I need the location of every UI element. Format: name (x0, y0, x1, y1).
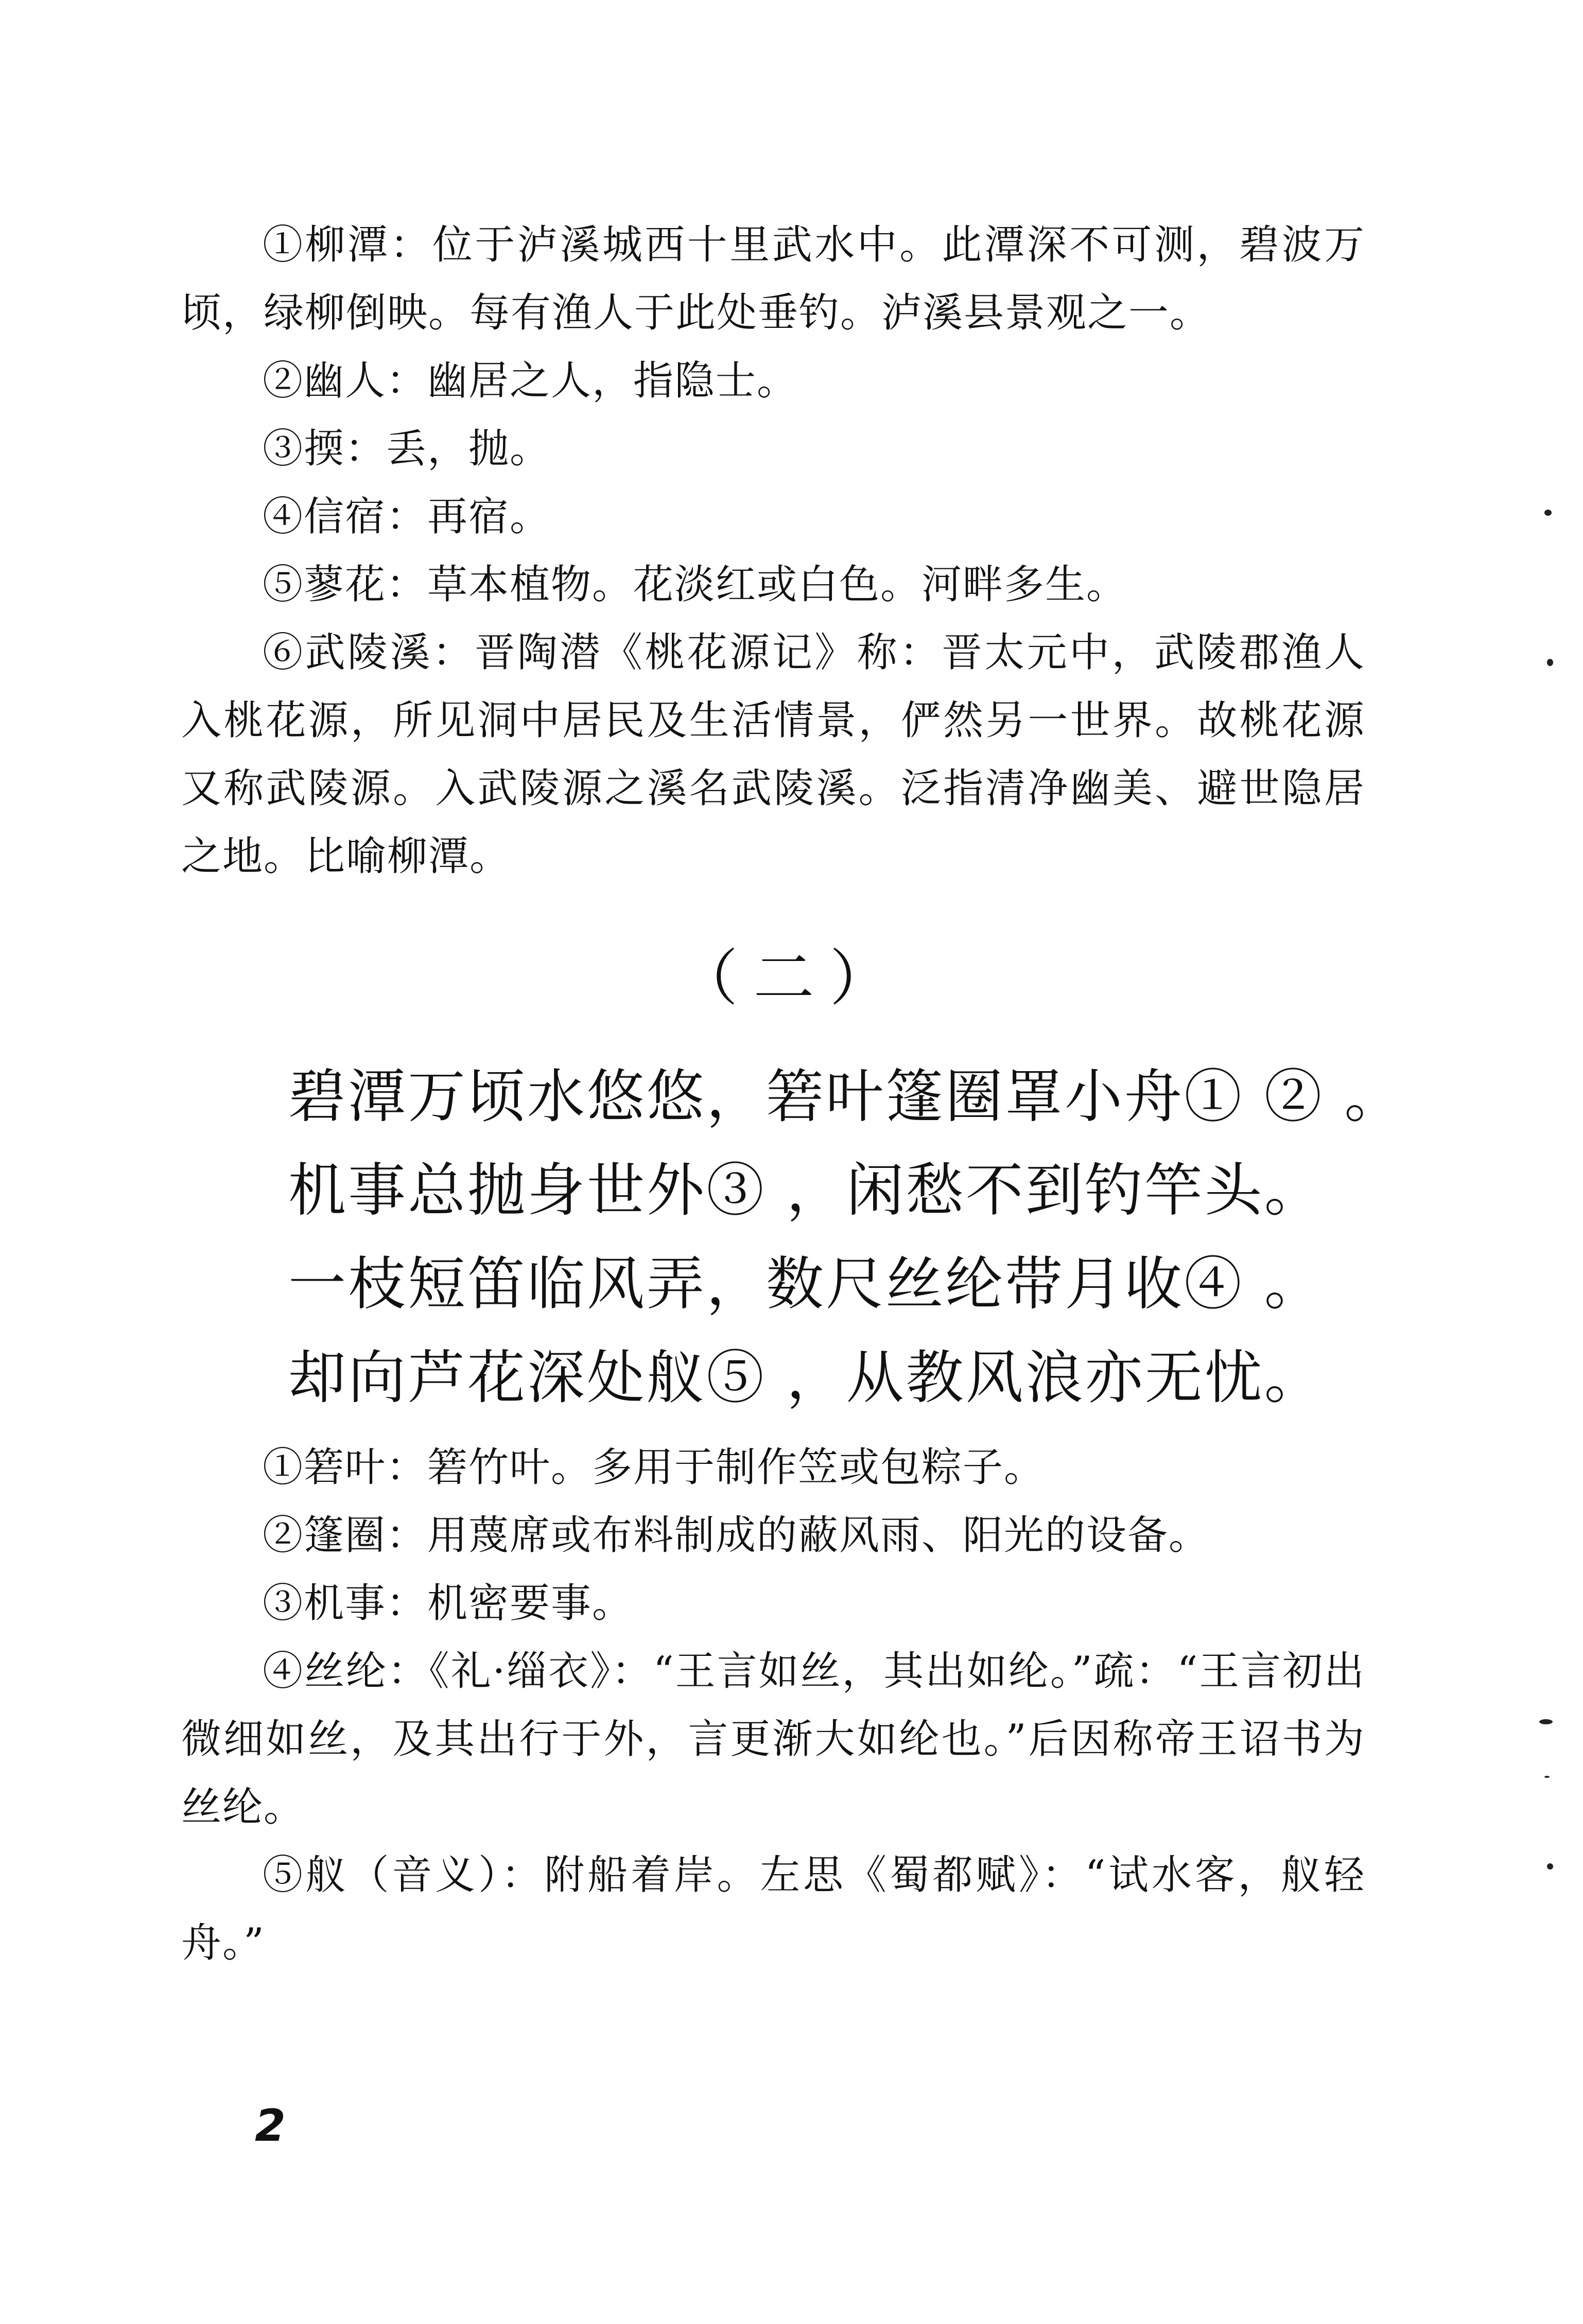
annotation-2: ②幽人：幽居之人，指隐士。 (263, 358, 798, 404)
annotation-5: ⑤蓼花：草本植物。花淡红或白色。河畔多生。 (263, 562, 1128, 608)
scan-speck (1544, 1776, 1550, 1778)
poem-line-2: 机事总抛身世外③ ，闲愁不到钓竿头。 (288, 1157, 1324, 1224)
annotation-4: ④丝纶：《礼·缁衣》：“王言如丝，其出如纶。”疏：“王言初出微细如丝，及其出行于外，言更渐大如纶也。”后因称帝王诏书为丝纶。 (181, 1648, 1365, 1830)
scan-speck (1547, 1863, 1553, 1869)
poem-line-3: 一枝短笛临风弄，数尺丝纶带月收④ 。 (288, 1251, 1324, 1318)
poem-line-1: 碧潭万顷水悠悠，箬叶篷圈罩小舟① ② 。 (288, 1063, 1404, 1130)
page-number: 2 (255, 2100, 286, 2152)
poem (288, 1050, 1421, 1425)
annotation-5: ⑤舣（音义）：附船着岸。左思《蜀都赋》：“试水客，舣轻舟。” (181, 1852, 1365, 1966)
annotations-part-2 (181, 1434, 1365, 1977)
annotation-3: ③机事：机密要事。 (263, 1580, 634, 1627)
scan-speck (1539, 1719, 1553, 1724)
annotation-4: ④信宿：再宿。 (263, 494, 551, 540)
annotation-6: ⑥武陵溪：晋陶潜《桃花源记》称：晋太元中，武陵郡渔人入桃花源，所见洞中居民及生活情景，俨然另一世界。故桃花源又称武陵源。入武陵源之溪名武陵溪。泛指清净幽美、避世隐居之地。比喻柳潭。 (181, 630, 1365, 880)
annotation-2: ②篷圈：用蔑席或布料制成的蔽风雨、阳光的设备。 (263, 1512, 1210, 1559)
annotation-1: ①柳潭：位于泸溪城西十里武水中。此潭深不可测，碧波万顷，绿柳倒映。每有渔人于此处垂钓。泸溪县景观之一。 (181, 222, 1365, 336)
poem-line-4: 却向芦花深处舣⑤ ，从教风浪亦无忧。 (288, 1344, 1324, 1411)
annotation-1: ①箬叶：箬竹叶。多用于制作笠或包粽子。 (263, 1444, 1046, 1491)
section-heading: （二） (677, 942, 906, 1014)
scan-speck (1544, 510, 1552, 516)
scan-speck (1547, 659, 1553, 666)
annotation-3: ③㨎：丢，抛。 (263, 426, 551, 472)
annotations-part-1 (181, 211, 1365, 890)
